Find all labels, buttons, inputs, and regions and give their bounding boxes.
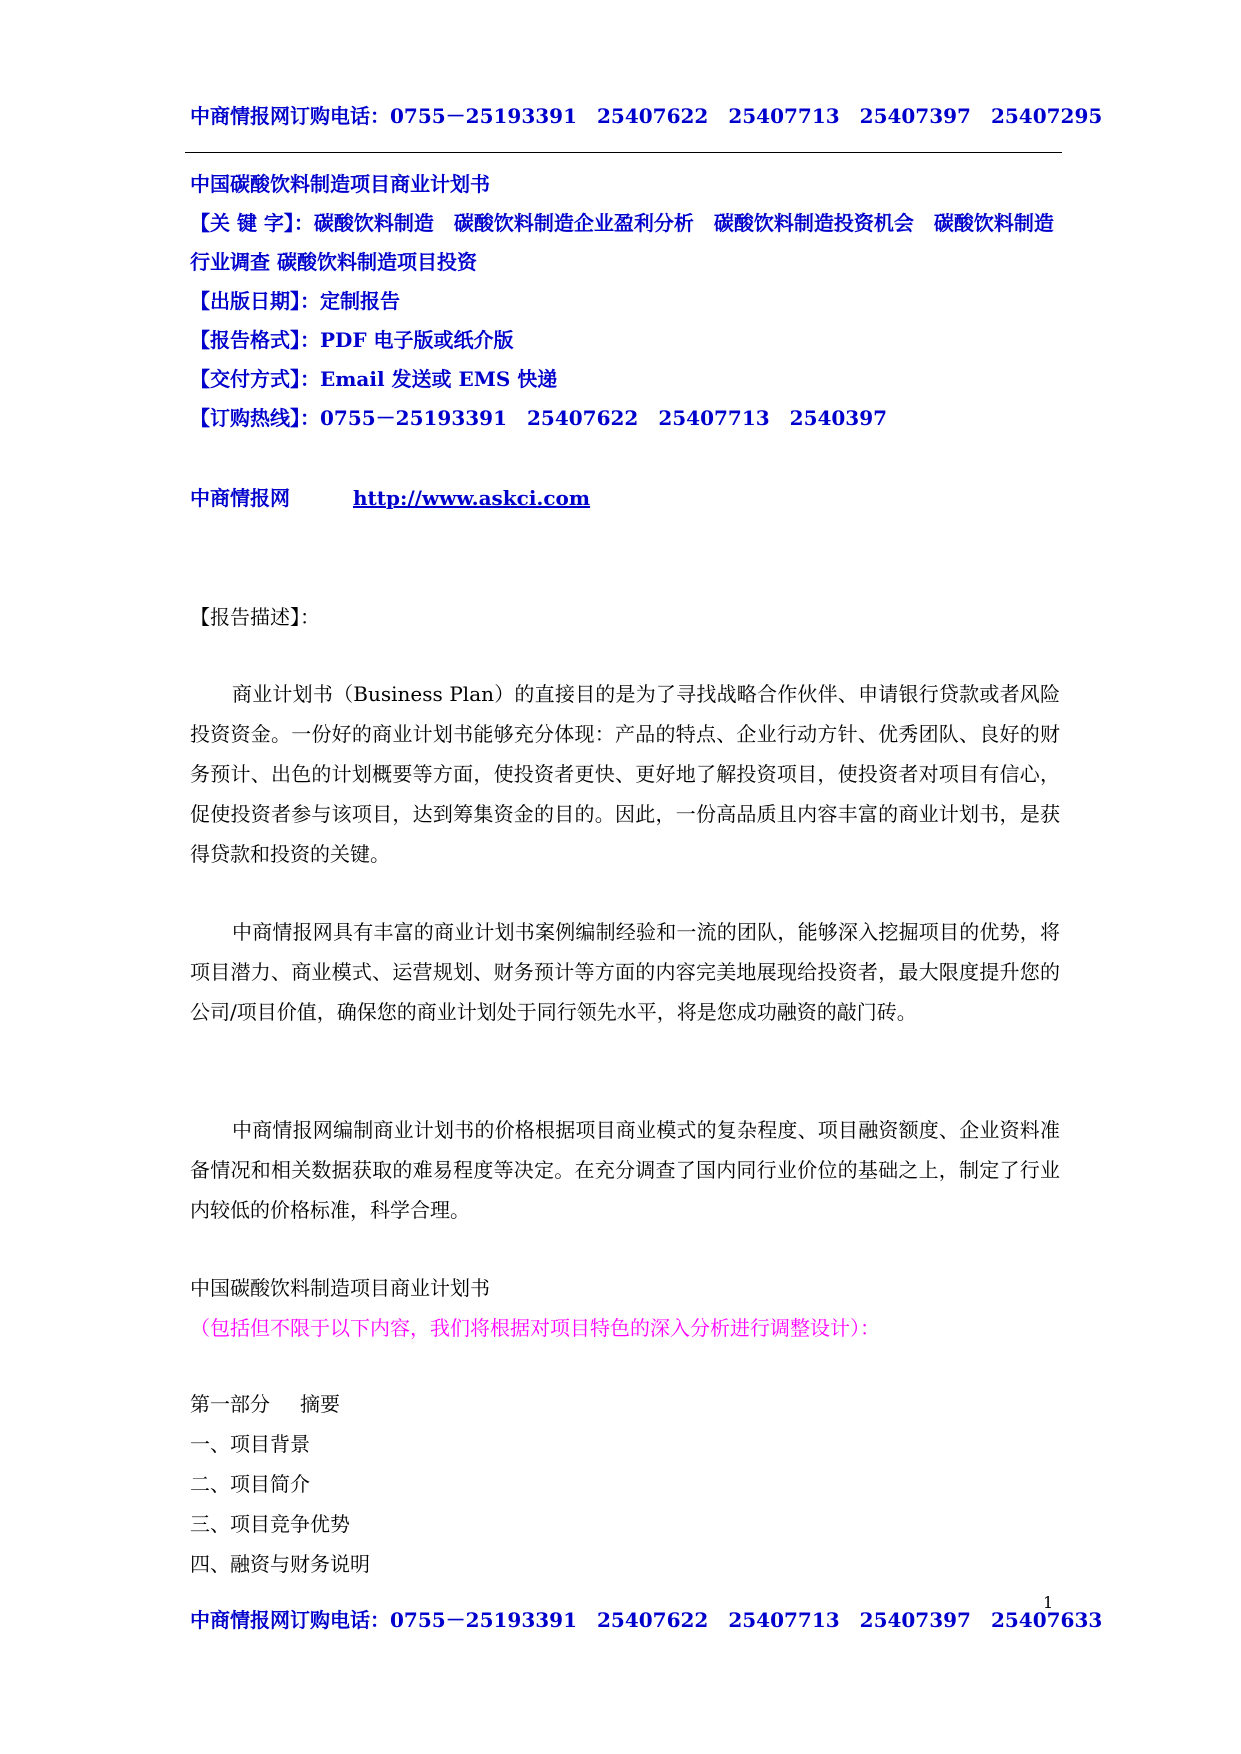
description-heading: 【报告描述】： [190,605,320,629]
report-format: 【报告格式】：PDF 电子版或纸介版 [190,328,514,352]
outline-note: （包括但不限于以下内容，我们将根据对项目特色的深入分析进行调整设计）： [190,1316,880,1340]
site-url-link[interactable]: http://www.askci.com [352,486,591,510]
report-keywords: 【关 键 字】：碳酸饮料制造 碳酸饮料制造企业盈利分析 碳酸饮料制造投资机会 碳酸饮料制造行业调查 碳酸饮料制造项目投资 [190,211,1054,274]
description-paragraph-3: 中商情报网编制商业计划书的价格根据项目商业模式的复杂程度、项目融资额度、企业资料准备情况和相关数据获取的难易程度等决定。在充分调查了国内同行业价位的基础之上，制定了行业内较低的价格标准，科学合理。 [190,1118,1060,1222]
report-meta [190,165,1060,438]
toc-item: 三、项目竞争优势 [190,1512,350,1536]
report-title: 中国碳酸饮料制造项目商业计划书 [190,172,490,196]
description-paragraph-1: 商业计划书（Business Plan）的直接目的是为了寻找战略合作伙伴、申请银行贷款或者风险投资资金。一份好的商业计划书能够充分体现：产品的特点、企业行动方针、优秀团队、良好的财务预计、出色的计划概要等方面，使投资者更快、更好地了解投资项目，使投资者对项目有信心，促使投资者参与该项目，达到筹集资金的目的。因此，一份高品质且内容丰富的商业计划书，是获得贷款和投资的关键。 [190,682,1060,866]
toc-item: 一、项目背景 [190,1432,310,1456]
delivery-method: 【交付方式】：Email 发送或 EMS 快递 [190,367,558,391]
footer-order-phone: 中商情报网订购电话：0755－25193391 25407622 25407713 25407397 25407633 [190,1608,1103,1632]
order-hotline: 【订购热线】：0755－25193391 25407622 25407713 2540397 [190,406,888,430]
site-name: 中商情报网 [190,486,290,510]
toc-item: 二、项目简介 [190,1472,310,1496]
toc-part-label: 第一部分 [190,1392,270,1416]
toc-item: 四、融资与财务说明 [190,1552,370,1576]
toc-part-heading [190,1384,370,1424]
outline-title: 中国碳酸饮料制造项目商业计划书 [190,1276,490,1300]
header-divider [185,152,1062,153]
publish-date: 【出版日期】：定制报告 [190,289,400,313]
page-number: 1 [1043,1593,1054,1612]
table-of-contents [190,1384,370,1584]
site-info [190,482,590,511]
description-paragraph-2: 中商情报网具有丰富的商业计划书案例编制经验和一流的团队，能够深入挖掘项目的优势，将项目潜力、商业模式、运营规划、财务预计等方面的内容完美地展现给投资者，最大限度提升您的公司/项目价值，确保您的商业计划处于同行领先水平，将是您成功融资的敲门砖。 [190,920,1060,1024]
header-order-phone: 中商情报网订购电话：0755－25193391 25407622 25407713 25407397 25407295 [190,104,1103,128]
toc-part-title: 摘要 [300,1392,340,1416]
